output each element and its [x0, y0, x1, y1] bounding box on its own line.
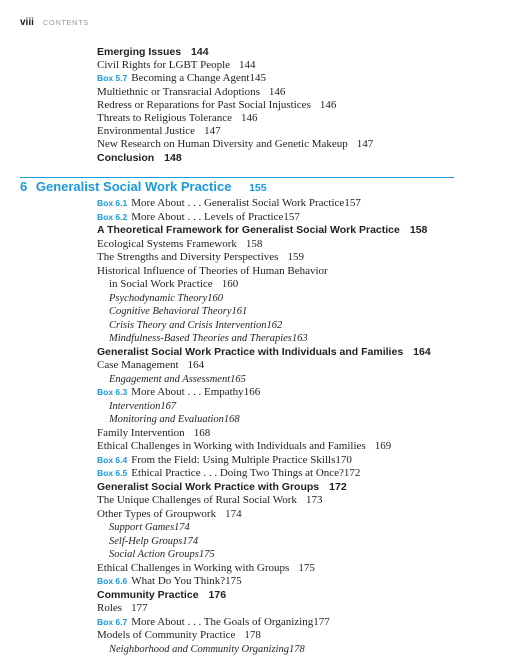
entry-page-number: 144	[191, 46, 209, 58]
entry-page-number: 175	[198, 549, 215, 560]
entry-text: Generalist Social Work Practice with Individuals and Families	[97, 345, 404, 358]
entry-text: Cognitive Behavioral Theory	[109, 306, 232, 317]
entry-text: From the Field: Using Multiple Practice Skills	[131, 453, 336, 466]
entry-page-number: 163	[291, 333, 308, 344]
entry-text: Ethical Challenges in Working with Groups	[97, 561, 290, 574]
subtopic-entry	[109, 535, 198, 548]
chapter-title: Generalist Social Work Practice	[35, 179, 232, 194]
entry-page-number: 144	[239, 59, 256, 72]
chapter-divider	[20, 177, 454, 178]
entry-text: Case Management	[97, 359, 179, 371]
toc-entry	[97, 138, 373, 151]
entry-text: Ethical Challenges in Working with Individuals and Families	[97, 440, 366, 452]
toc-entry	[97, 508, 242, 521]
toc-entry	[97, 251, 304, 264]
box-entry	[97, 386, 260, 399]
toc-entry	[97, 427, 210, 440]
box-label: Box 6.5	[97, 468, 128, 478]
entry-text: The Strengths and Diversity Perspectives	[97, 251, 279, 263]
entry-page-number: 158	[409, 224, 428, 236]
entry-text: Models of Community Practice	[97, 629, 236, 641]
entry-page-number: 166	[243, 386, 261, 398]
entry-page-number: 172	[343, 467, 361, 479]
entry-text: Ecological Systems Framework	[97, 237, 237, 250]
entry-text: Family Intervention	[97, 426, 185, 439]
entry-page-number: 174	[182, 535, 199, 547]
entry-text: Social Action Groups	[109, 549, 199, 560]
entry-page-number: 157	[283, 210, 300, 223]
page-number: viii	[20, 17, 34, 28]
entry-text: Emerging Issues	[97, 46, 182, 58]
entry-text: Environmental Justice	[97, 125, 196, 138]
entry-page-number: 167	[160, 400, 177, 412]
entry-page-number: 164	[413, 345, 431, 358]
subtopic-entry	[109, 521, 190, 534]
toc-entry	[97, 440, 391, 453]
entry-page-number: 168	[193, 426, 211, 439]
entry-page-number: 146	[240, 112, 258, 124]
running-title: CONTENTS	[42, 18, 89, 27]
toc-entry	[97, 562, 315, 575]
entry-page-number: 160	[221, 278, 239, 290]
subtopic-entry	[109, 548, 215, 561]
entry-page-number: 162	[266, 319, 283, 331]
subtopic-entry	[109, 373, 246, 386]
entry-text: Generalist Social Work Practice with Groups	[97, 480, 320, 493]
section-heading	[97, 224, 427, 237]
entry-text: Threats to Religious Tolerance	[97, 112, 232, 124]
entry-page-number: 173	[305, 494, 323, 506]
entry-page-number: 175	[225, 575, 242, 587]
toc-entry	[97, 602, 148, 615]
toc-entry	[97, 265, 328, 278]
entry-page-number: 146	[319, 98, 337, 111]
entry-text: More About . . . Empathy	[131, 386, 244, 398]
entry-page-number: 157	[344, 197, 361, 209]
subtopic-entry	[109, 413, 240, 426]
entry-text: Becoming a Change Agent	[131, 72, 250, 85]
entry-text: The Unique Challenges of Rural Social Work	[97, 494, 297, 506]
toc-entry	[97, 86, 285, 99]
entry-page-number: 164	[187, 359, 205, 371]
subtopic-entry	[109, 400, 176, 413]
entry-text: Crisis Theory and Crisis Intervention	[109, 319, 267, 331]
entry-text: Ethical Practice . . . Doing Two Things at Once?	[131, 467, 344, 479]
entry-page-number: 174	[174, 522, 190, 533]
subtopic-entry	[109, 643, 305, 656]
box-entry	[97, 467, 360, 480]
section-heading	[97, 46, 209, 59]
entry-text: Neighborhood and Community Organizing	[109, 643, 289, 655]
entry-page-number: 146	[268, 85, 286, 98]
entry-text: Mindfulness-Based Theories and Therapies	[109, 333, 292, 344]
box-label: Box 5.7	[97, 73, 128, 84]
entry-text: Roles	[97, 602, 123, 614]
entry-text: Redress or Reparations for Past Social Injustices	[97, 98, 311, 111]
entry-text: Civil Rights for LGBT People	[97, 59, 231, 72]
section-heading	[97, 346, 431, 359]
running-header	[20, 17, 89, 29]
entry-text: More About . . . The Goals of Organizing	[131, 615, 314, 628]
entry-page-number: 145	[249, 72, 266, 85]
entry-page-number: 147	[204, 125, 221, 138]
entry-page-number: 177	[313, 615, 330, 628]
chapter-heading	[20, 180, 267, 195]
entry-text: Monitoring and Evaluation	[109, 414, 224, 425]
chapter-number: 6	[20, 179, 28, 194]
box-label: Box 6.7	[97, 616, 128, 627]
entry-text: More About . . . Levels of Practice	[131, 210, 284, 223]
toc-entry	[97, 99, 336, 112]
entry-page-number: 175	[298, 561, 315, 574]
box-label: Box 6.1	[97, 198, 128, 208]
entry-text: Other Types of Groupwork	[97, 507, 217, 520]
entry-page-number: 172	[329, 480, 347, 493]
toc-entry	[109, 278, 238, 291]
toc-entry	[97, 59, 256, 72]
entry-text: in Social Work Practice	[109, 278, 213, 290]
entry-page-number: 158	[245, 237, 263, 250]
entry-page-number: 160	[207, 292, 224, 304]
subtopic-entry	[109, 319, 282, 332]
toc-entry	[97, 125, 221, 138]
entry-text: A Theoretical Framework for Generalist Social Work Practice	[97, 224, 400, 236]
entry-text: Intervention	[109, 400, 161, 412]
entry-page-number: 178	[288, 643, 305, 655]
entry-page-number: 161	[231, 306, 248, 317]
toc-entry	[97, 112, 257, 125]
entry-text: Psychodynamic Theory	[109, 292, 208, 304]
box-entry	[97, 211, 300, 224]
box-label: Box 6.6	[97, 576, 128, 586]
box-entry	[97, 197, 361, 210]
box-label: Box 6.3	[97, 387, 128, 397]
box-label: Box 6.2	[97, 211, 128, 222]
box-entry	[97, 575, 242, 588]
entry-page-number: 169	[374, 440, 392, 452]
toc-entry	[97, 494, 322, 507]
subtopic-entry	[109, 332, 308, 345]
section-heading	[97, 152, 182, 165]
toc-entry	[97, 629, 261, 642]
section-heading	[97, 589, 226, 602]
box-label: Box 6.4	[97, 454, 128, 465]
entry-page-number: 174	[225, 507, 242, 520]
entry-text: Conclusion	[97, 151, 155, 164]
entry-page-number: 178	[244, 629, 261, 641]
toc-entry	[97, 359, 204, 372]
entry-page-number: 148	[164, 151, 182, 164]
box-entry	[97, 72, 266, 85]
entry-page-number: 147	[356, 138, 374, 151]
entry-page-number: 165	[230, 373, 246, 385]
entry-text: Historical Influence of Theories of Human Behavior	[97, 264, 328, 277]
entry-text: More About . . . Generalist Social Work Practice	[131, 197, 345, 209]
entry-text: Community Practice	[97, 588, 199, 601]
entry-page-number: 176	[208, 588, 227, 601]
box-entry	[97, 454, 352, 467]
entry-page-number: 177	[131, 602, 148, 614]
entry-text: Multiethnic or Transracial Adoptions	[97, 85, 260, 98]
chapter-page: 155	[249, 182, 267, 194]
section-heading	[97, 481, 347, 494]
box-entry	[97, 616, 330, 629]
entry-text: Support Games	[109, 522, 175, 533]
entry-text: Engagement and Assessment	[109, 373, 231, 385]
entry-text: Self-Help Groups	[109, 535, 183, 547]
subtopic-entry	[109, 292, 223, 305]
entry-text: What Do You Think?	[131, 575, 226, 587]
entry-page-number: 159	[287, 251, 304, 263]
toc-entry	[97, 238, 262, 251]
entry-page-number: 170	[335, 453, 352, 466]
entry-text: New Research on Human Diversity and Genetic Makeup	[97, 138, 348, 151]
entry-page-number: 168	[223, 414, 240, 425]
subtopic-entry	[109, 305, 247, 318]
